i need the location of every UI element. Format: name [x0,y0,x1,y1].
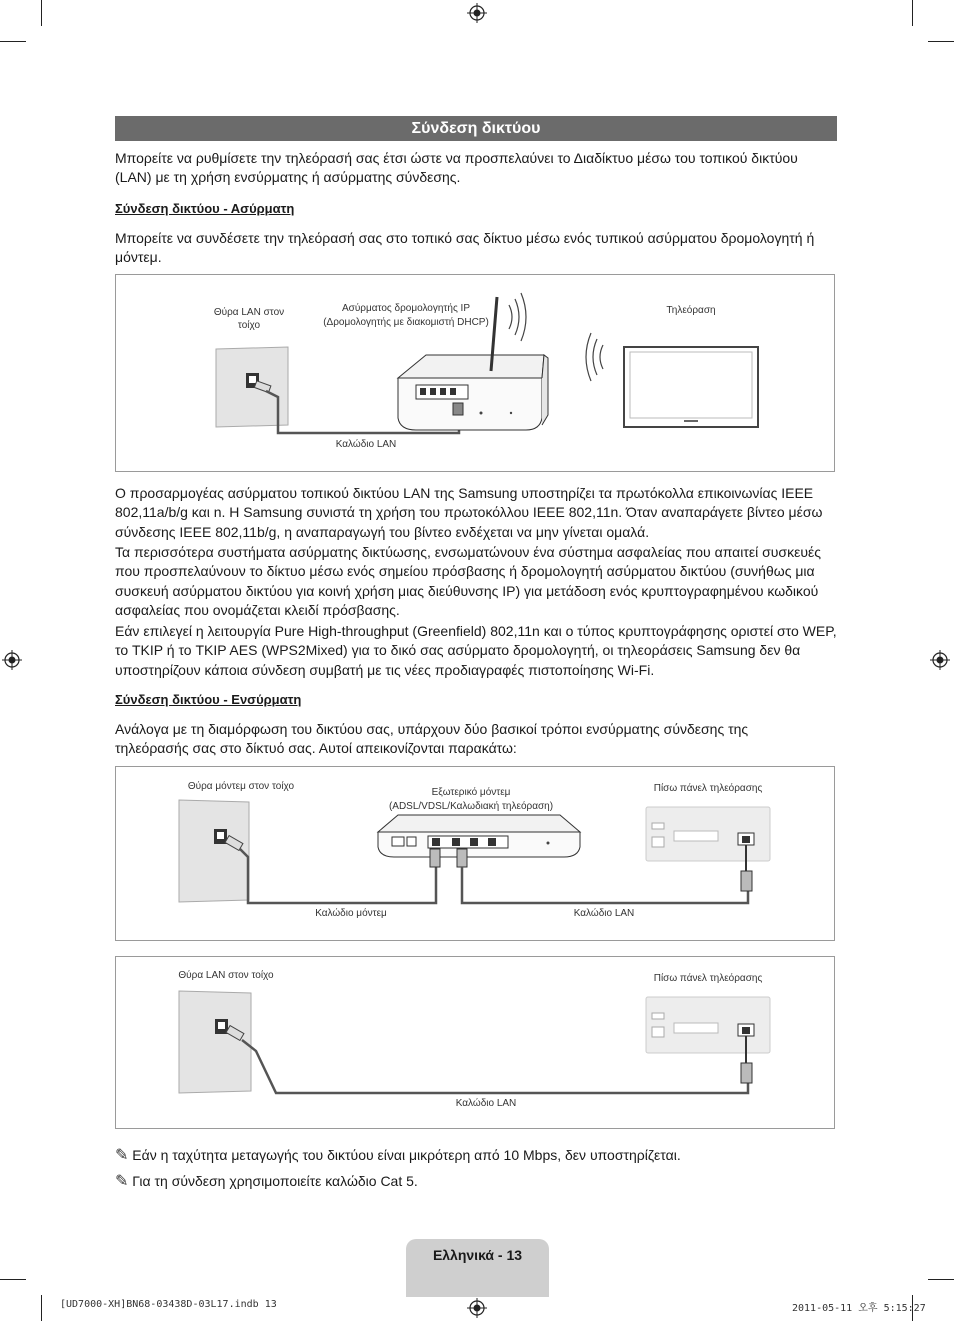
intro-text: Μπορείτε να ρυθμίσετε την τηλεόρασή σας έτσι ώστε να προσπελαύνει το Διαδίκτυο μέσω του τοπικού δικτύου (LAN) με τη χρήση ενσύρματης ή ασύρματης σύνδεσης. [115,150,798,186]
router-label-line2: (Δρομολογητής με διακομιστή DHCP) [323,317,489,328]
router-label-line1: Ασύρματος δρομολογητής IP [342,303,470,314]
tv-back-label: Πίσω πάνελ τηλεόρασης [653,973,763,984]
crop-mark [0,41,26,42]
tv-label: Τηλεόραση [666,305,716,316]
registration-mark-icon [930,650,950,670]
wall-port-label: Θύρα LAN στον τοίχο [213,307,285,331]
crop-mark [928,41,954,42]
wireless-heading: Σύνδεση δικτύου - Ασύρματη [115,201,295,216]
note-speed [115,1145,681,1165]
lan-cable-label: Καλώδιο LAN [573,908,635,919]
wired-modem-diagram [115,766,835,941]
crop-mark [912,0,913,26]
lan-cable-label: Καλώδιο LAN [455,1098,517,1109]
footer-timestamp: 2011-05-11 오후 5:15:27 [792,1303,926,1314]
modem-label-line2: (ADSL/VDSL/Καλωδιακή τηλεόραση) [388,801,554,812]
wireless-diagram [115,274,835,472]
note-text: Για τη σύνδεση χρησιμοποιείτε καλώδιο Cat 5. [132,1173,418,1189]
wireless-para-3: Εάν επιλεγεί η λειτουργία Pure High-throughput (Greenfield) 802,11n και ο τύπος κρυπτογράφησης οριστεί στο WEP, το TKIP ή το TKIP AES (WPS2Mixed) για το δικό σας ασύρματο δρομολογητή, οι τηλεοράσεις Samsung δεν θα υποστηρίζουν κάποια σύνδεση συμβατή με τις νέες προδιαγραφές πιστοποίησης Wi-Fi. [115,623,837,678]
note-text: Εάν η ταχύτητα μεταγωγής του δικτύου είναι μικρότερη από 10 Mbps, δεν υποστηρίζεται. [132,1147,681,1163]
wired-lan-illustration [116,957,833,1127]
page-number-label: Ελληνικά - 13 [406,1239,549,1297]
crop-mark [0,1279,26,1280]
wireless-para-2: Τα περισσότερα συστήματα ασύρματης δικτύωσης, ενσωματώνουν ένα σύστημα ασφαλείας που απαιτεί συσκευές που προσπελαύνουν το δίκτυο μέσω ενός σημείου πρόσβασης ή δρομολογητή ασύρματου δικτύου (συνήθως μια συσκευή ασύρματου δικτύου για κοινή χρήση μιας διεύθυνσης IP) για μετάδοση ενός κρυπτογραφημένου κωδικού ασφαλείας που ονομάζεται κλειδί πρόσβασης. [115,544,821,618]
modem-wall-port-label: Θύρα μόντεμ στον τοίχο [187,781,295,792]
lan-wall-port-label: Θύρα LAN στον τοίχο [178,970,274,981]
pencil-icon: ✎ [115,1147,129,1164]
section-title: Σύνδεση δικτύου [115,116,837,141]
registration-mark-icon [2,650,22,670]
lan-cable-label: Καλώδιο LAN [335,439,397,450]
registration-mark-icon [467,1298,487,1318]
wireless-para-1: Ο προσαρμογέας ασύρματου τοπικού δικτύου LAN της Samsung υποστηρίζει τα πρωτόκολλα επικοινωνίας IEEE 802,11a/b/g και n. Η Samsung συνιστά τη χρήση του πρωτοκόλλου IEEE 802,11n. Όταν αναπαράγετε βίντεο μέσω σύνδεσης IEEE 802,11b/g, η αναπαραγωγή του βίντεο ενδέχεται να μην γίνεται ομαλά. [115,485,823,540]
wired-heading: Σύνδεση δικτύου - Ενσύρματη [115,692,302,707]
wired-modem-illustration [116,767,833,939]
pencil-icon: ✎ [115,1173,129,1190]
modem-label-line1: Εξωτερικό μόντεμ [431,787,511,798]
modem-cable-label: Καλώδιο μόντεμ [315,908,387,919]
wireless-illustration [116,275,833,470]
wired-intro: Ανάλογα με τη διαμόρφωση του δικτύου σας, υπάρχουν δύο βασικοί τρόποι ενσύρματης σύνδεσης της τηλεόρασής σας στο δίκτυό σας. Αυτοί απεικονίζονται παρακάτω: [115,721,749,757]
note-cable [115,1171,418,1191]
crop-mark [928,1279,954,1280]
footer-file-info: [UD7000-XH]BN68-03438D-03L17.indb 13 [60,1299,277,1310]
registration-mark-icon [467,3,487,23]
wireless-intro: Μπορείτε να συνδέσετε την τηλεόρασή σας στο τοπικό σας δίκτυο μέσω ενός τυπικού ασύρματου δρομολογητή ή μόντεμ. [115,230,815,266]
crop-mark [41,0,42,26]
crop-mark [41,1295,42,1321]
tv-back-label: Πίσω πάνελ τηλεόρασης [653,783,763,794]
wired-lan-diagram [115,956,835,1129]
